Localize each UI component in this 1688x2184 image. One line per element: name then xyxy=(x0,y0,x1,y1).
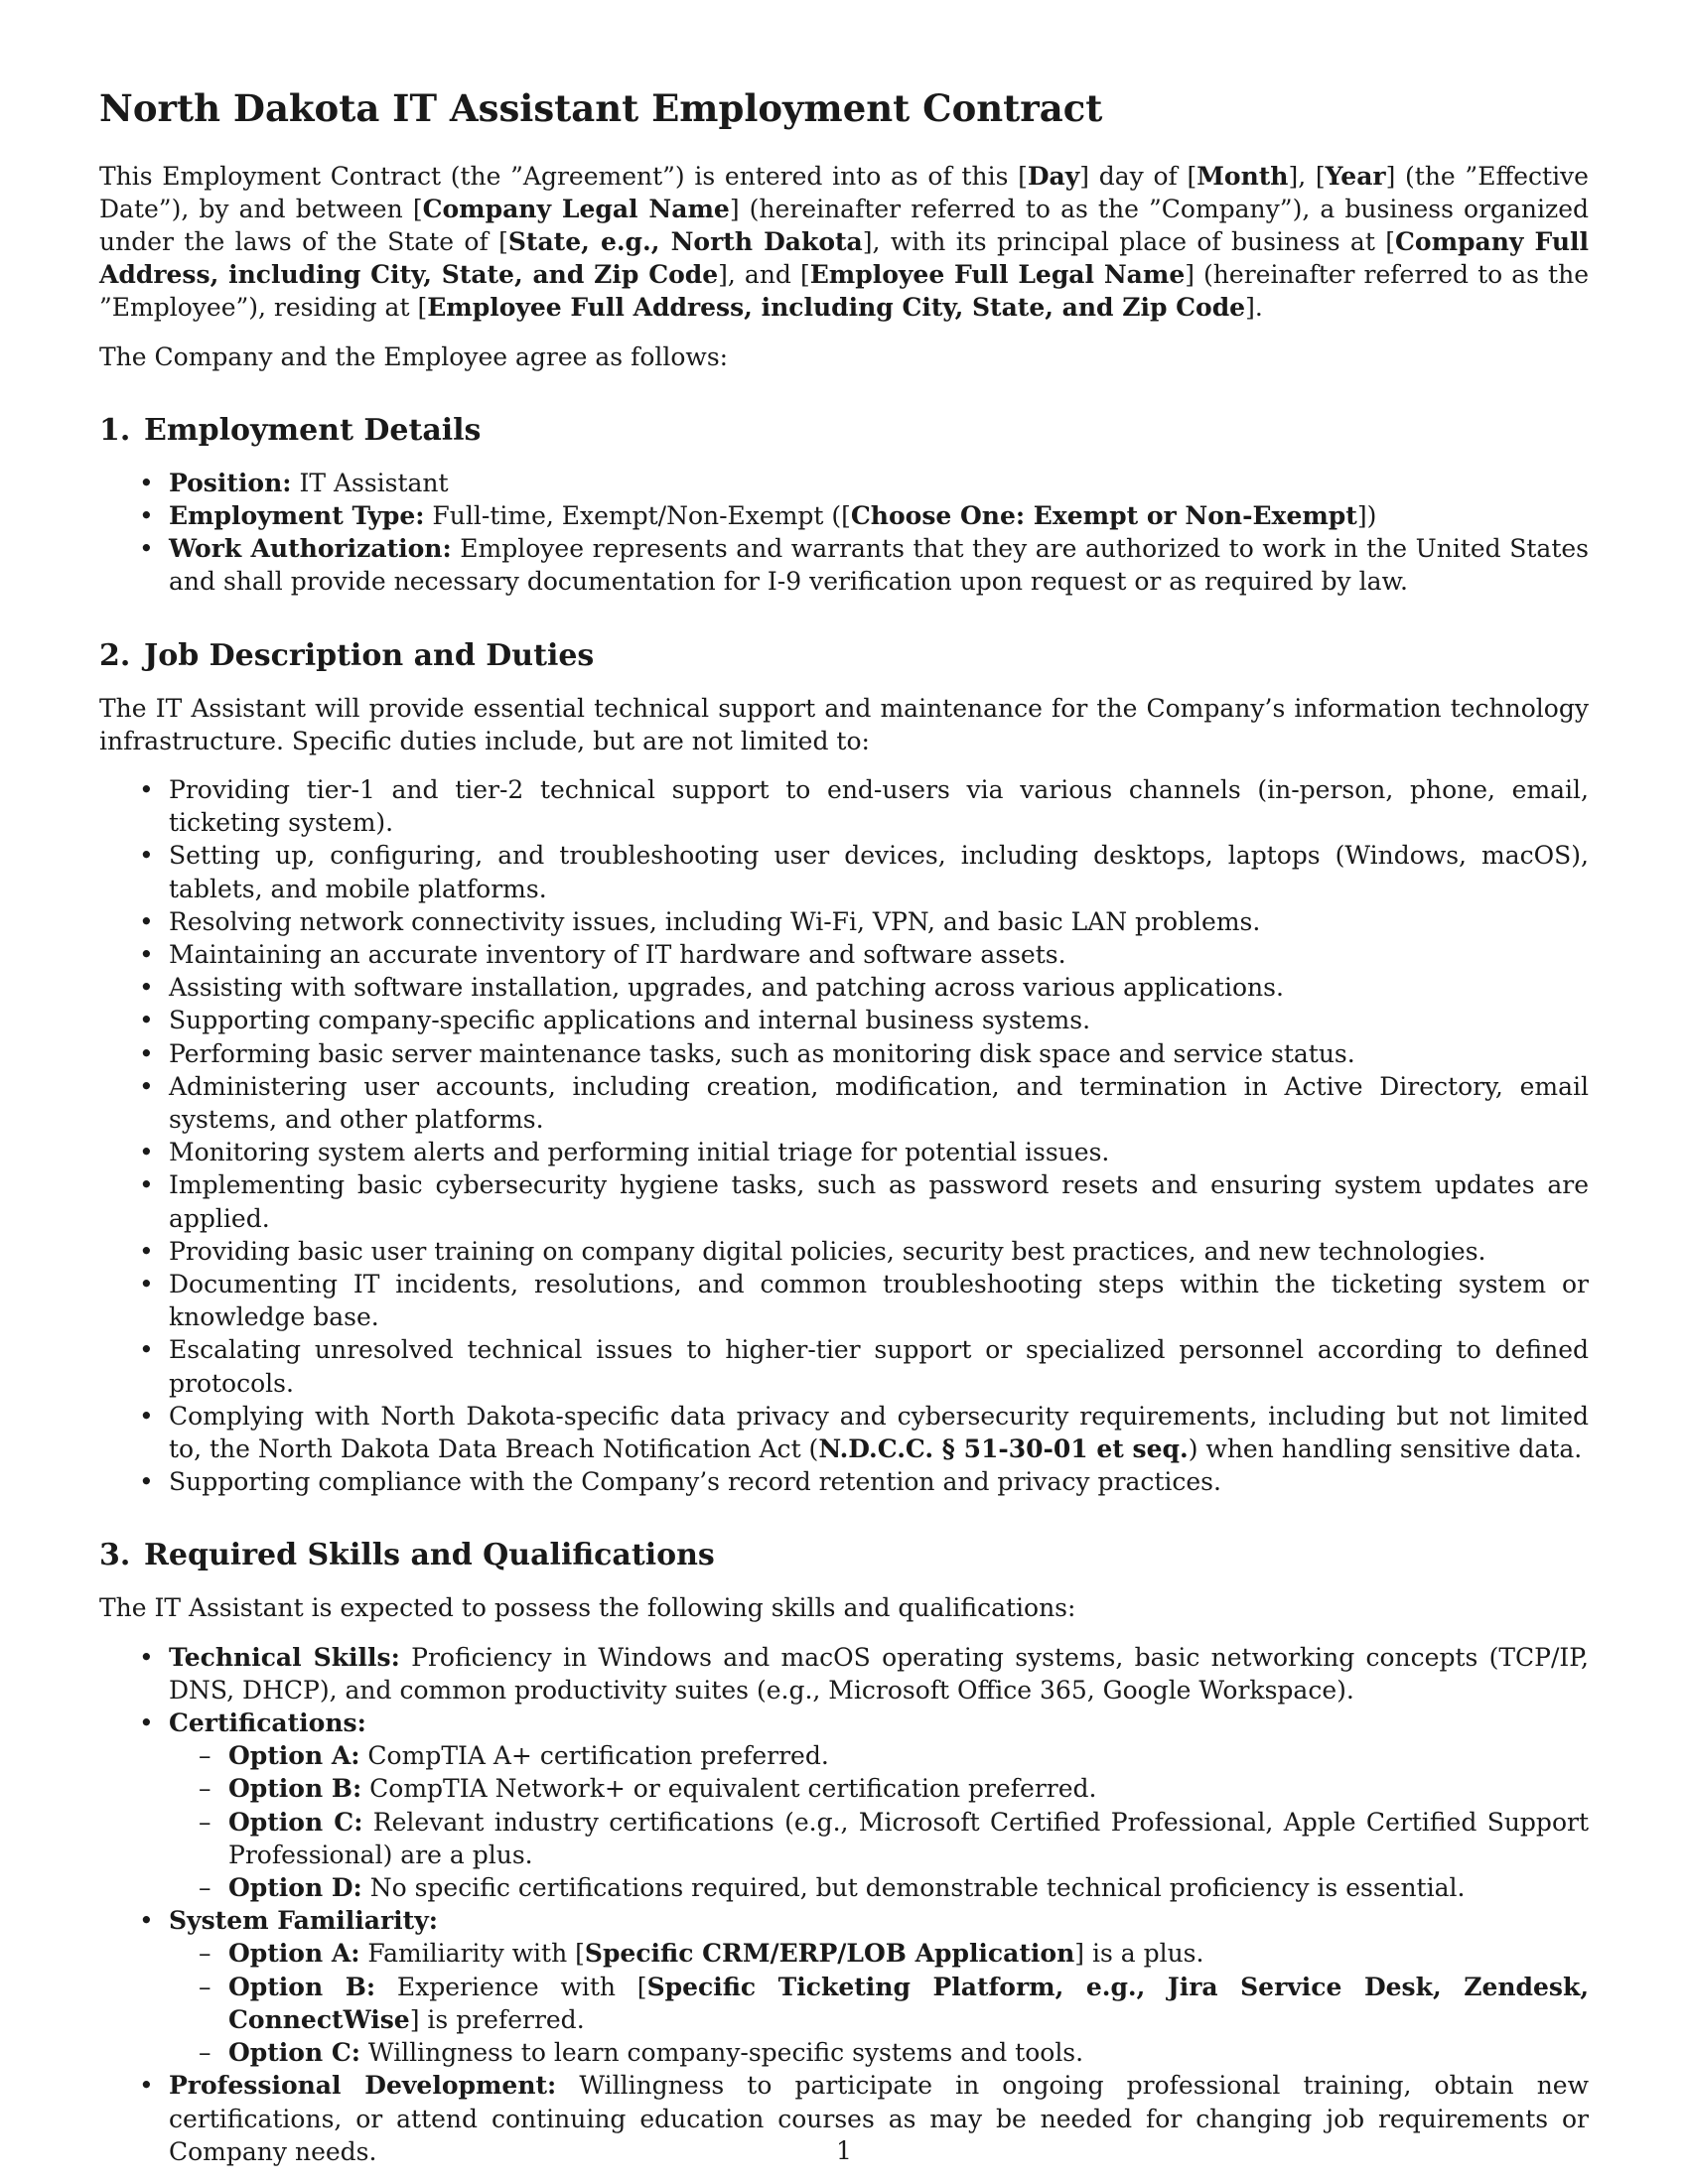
document-page xyxy=(99,87,1589,2168)
option-label: Option C: xyxy=(228,1807,363,1837)
placeholder-crm-application: Specific CRM/ERP/LOB Application xyxy=(584,1939,1075,1969)
option-text: No specific certifications required, but demonstrable technical proficiency is essential. xyxy=(361,1873,1466,1903)
placeholder-year: Year xyxy=(1325,161,1386,191)
placeholder-exempt-choice: Choose One: Exempt or Non-Exempt xyxy=(850,500,1357,530)
option-label: Option B: xyxy=(228,1774,362,1804)
option-text: Familiarity with [ xyxy=(359,1939,585,1969)
option-label: Option D: xyxy=(228,1873,362,1903)
list-item: • Administering user accounts, including creation, modification, and termination in Active Directory, email systems, and other platforms. xyxy=(99,1070,1589,1136)
employment-type-value: Full-time, Exempt/Non-Exempt ([ xyxy=(424,500,851,530)
placeholder-state: State, e.g., North Dakota xyxy=(507,226,863,256)
system-option-c xyxy=(99,2036,1589,2069)
cert-option-d xyxy=(99,1871,1589,1904)
option-text: Experience with [ xyxy=(375,1972,647,2001)
list-item: • Implementing basic cybersecurity hygiene tasks, such as password resets and ensuring system updates are applied. xyxy=(99,1168,1589,1234)
section-2-title: Job Description and Duties xyxy=(144,637,595,673)
list-item-work-authorization xyxy=(99,532,1589,598)
list-item-technical-skills xyxy=(99,1641,1589,1706)
page-number: 1 xyxy=(836,2136,852,2165)
list-item: • Providing tier-1 and tier-2 technical support to end-users via various channels (in-person, phone, email, ticketing system). xyxy=(99,773,1589,839)
intro-text-1: This Employment Contract (the ”Agreement”) is entered into as of this [ xyxy=(99,161,1028,191)
list-item: • Performing basic server maintenance tasks, such as monitoring disk space and service status. xyxy=(99,1037,1589,1070)
list-item: • Escalating unresolved technical issues to higher-tier support or specialized personnel according to defined protocols. xyxy=(99,1333,1589,1399)
technical-skills-value: Proficiency in Windows and macOS operating systems, basic networking concepts (TCP/IP, DNS, DHCP), and common productivity suites (e.g., Microsoft Office 365, Google Workspace). xyxy=(169,1642,1589,1705)
position-value: IT Assistant xyxy=(291,468,449,497)
section-2-heading xyxy=(99,638,1589,674)
intro-text-7: ], and [ xyxy=(718,260,810,290)
option-text: Relevant industry certifications (e.g., Microsoft Certified Professional, Apple Certified Support Professional) are a plus. xyxy=(228,1807,1589,1869)
intro-text-8: ] (hereinafter referred to as the ”Employee”), residing at [ xyxy=(99,260,1589,323)
list-item-employment-type xyxy=(99,499,1589,532)
option-label: Option A: xyxy=(228,1741,360,1771)
agree-paragraph: The Company and the Employee agree as follows: xyxy=(99,341,729,371)
placeholder-ticketing-platform: Specific Ticketing Platform, e.g., Jira Service Desk, Zendesk, ConnectWise xyxy=(228,1972,1590,2034)
list-item: • Monitoring system alerts and performing initial triage for potential issues. xyxy=(99,1136,1589,1168)
intro-text-6: ], with its principal place of business at [ xyxy=(862,226,1395,256)
intro-text-5: ] (hereinafter referred to as the ”Company”), a business organized under the laws of the State of [ xyxy=(99,194,1589,256)
section-3-heading xyxy=(99,1538,1589,1573)
cert-option-b xyxy=(99,1772,1589,1805)
section-3-intro: The IT Assistant is expected to possess the following skills and qualifications: xyxy=(99,1593,1076,1623)
employment-type-label: Employment Type: xyxy=(169,500,425,530)
placeholder-month: Month xyxy=(1196,161,1289,191)
section-3-number: 3. xyxy=(99,1538,131,1573)
list-item-system-familiarity xyxy=(99,1904,1589,1937)
skills-list xyxy=(99,1641,1589,2168)
intro-text-9: ]. xyxy=(1245,293,1263,323)
section-1-title: Employment Details xyxy=(144,412,482,448)
system-familiarity-label: System Familiarity: xyxy=(169,1906,438,1936)
option-label: Option C: xyxy=(228,2038,360,2068)
list-item: • Assisting with software installation, upgrades, and patching across various applications. xyxy=(99,971,1589,1004)
list-item-position xyxy=(99,467,1589,499)
professional-development-value: Willingness to participate in ongoing professional training, obtain new certifications, or attend continuing education courses as may be needed for changing job requirements or Company needs. xyxy=(169,2071,1589,2166)
option-label: Option B: xyxy=(228,1972,376,2001)
system-option-a xyxy=(99,1937,1589,1970)
option-text-end: ] is preferred. xyxy=(409,2004,585,2034)
work-authorization-label: Work Authorization: xyxy=(169,534,452,564)
list-item: • Resolving network connectivity issues, including Wi-Fi, VPN, and basic LAN problems. xyxy=(99,905,1589,938)
nd-statute-citation: N.D.C.C. § 51-30-01 et seq. xyxy=(818,1434,1189,1464)
nd-compliance-text: Complying with North Dakota-specific data privacy and cybersecurity requirements, including but not limited to, the North Dakota Data Breach Notification Act ( xyxy=(169,1401,1589,1464)
certifications-label: Certifications: xyxy=(169,1708,366,1738)
section-3-title: Required Skills and Qualifications xyxy=(144,1538,715,1573)
placeholder-day: Day xyxy=(1027,161,1080,191)
employment-details-list xyxy=(99,467,1589,599)
section-2-number: 2. xyxy=(99,637,131,673)
placeholder-employee-name: Employee Full Legal Name xyxy=(809,260,1186,290)
list-item: • Supporting compliance with the Company’s record retention and privacy practices. xyxy=(99,1465,1589,1498)
section-1-heading xyxy=(99,413,1589,449)
option-label: Option A: xyxy=(228,1939,360,1969)
option-text: Willingness to learn company-specific systems and tools. xyxy=(359,2038,1084,2068)
option-text: CompTIA A+ certification preferred. xyxy=(359,1741,829,1771)
list-item: • Supporting company-specific applications and internal business systems. xyxy=(99,1004,1589,1036)
list-item: • Documenting IT incidents, resolutions, and common troubleshooting steps within the ticketing system or knowledge base. xyxy=(99,1268,1589,1333)
list-item: • Providing basic user training on company digital policies, security best practices, and new technologies. xyxy=(99,1235,1589,1268)
cert-option-c xyxy=(99,1806,1589,1871)
option-text-end: ] is a plus. xyxy=(1074,1939,1204,1969)
duties-list xyxy=(99,773,1589,1498)
intro-text-3: ], [ xyxy=(1288,161,1326,191)
professional-development-label: Professional Development: xyxy=(169,2071,557,2101)
section-2-intro: The IT Assistant will provide essential technical support and maintenance for the Company’s information technology infrastructure. Specific duties include, but are not limited to: xyxy=(99,693,1589,755)
option-text: CompTIA Network+ or equivalent certification preferred. xyxy=(361,1774,1097,1804)
list-item-certifications xyxy=(99,1706,1589,1739)
list-item: • Maintaining an accurate inventory of IT hardware and software assets. xyxy=(99,938,1589,971)
cert-option-a xyxy=(99,1739,1589,1772)
list-item-nd-compliance xyxy=(99,1400,1589,1465)
system-option-b xyxy=(99,1971,1589,2036)
intro-text-2: ] day of [ xyxy=(1079,161,1197,191)
work-authorization-value: Employee represents and warrants that they are authorized to work in the United States and shall provide necessary documentation for I-9 verification upon request or as required by law. xyxy=(169,534,1589,597)
intro-text-4: ] (the ”Effective Date”), by and between [ xyxy=(99,161,1589,223)
list-item: • Setting up, configuring, and troubleshooting user devices, including desktops, laptops (Windows, macOS), tablets, and mobile platforms. xyxy=(99,839,1589,904)
intro-paragraph xyxy=(99,160,1589,325)
placeholder-company-address: Company Full Address, including City, State, and Zip Code xyxy=(99,226,1590,290)
employment-type-end: ]) xyxy=(1356,500,1377,530)
technical-skills-label: Technical Skills: xyxy=(169,1642,400,1672)
placeholder-employee-address: Employee Full Address, including City, State, and Zip Code xyxy=(427,293,1246,323)
position-label: Position: xyxy=(169,468,292,497)
section-1-number: 1. xyxy=(99,412,131,448)
placeholder-company-name: Company Legal Name xyxy=(422,194,730,223)
document-title: North Dakota IT Assistant Employment Contract xyxy=(99,86,1103,130)
nd-compliance-end: ) when handling sensitive data. xyxy=(1188,1434,1583,1464)
